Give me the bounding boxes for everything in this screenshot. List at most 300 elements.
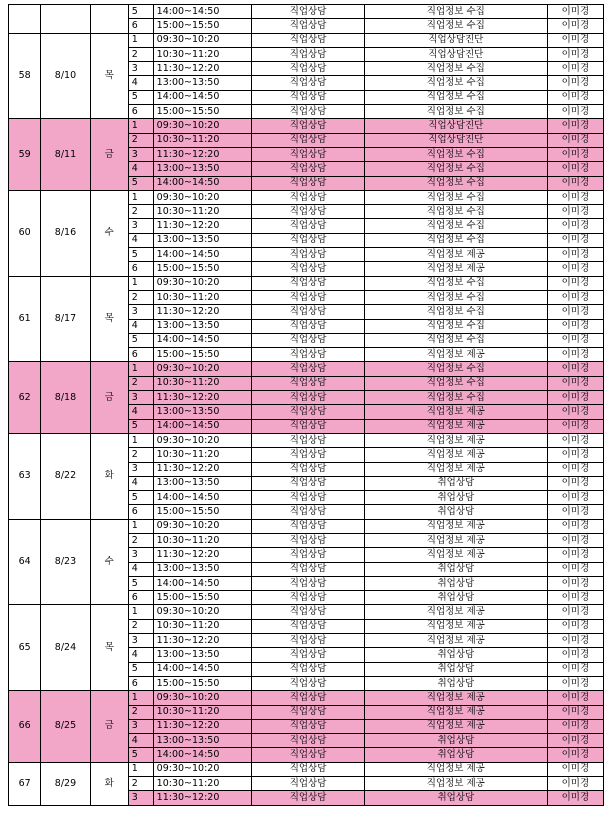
content-cell: 직업정보 수집 bbox=[364, 362, 547, 376]
counselor-cell: 이미경 bbox=[547, 448, 603, 462]
time-cell: 10:30~11:20 bbox=[153, 619, 252, 633]
session-number-cell: 63 bbox=[9, 433, 41, 519]
time-cell: 13:00~13:50 bbox=[153, 76, 252, 90]
counselor-cell: 이미경 bbox=[547, 190, 603, 204]
schedule-table bbox=[8, 4, 604, 806]
time-cell: 10:30~11:20 bbox=[153, 448, 252, 462]
table-row bbox=[9, 362, 604, 376]
content-cell: 직업정보 제공 bbox=[364, 448, 547, 462]
time-cell: 14:00~14:50 bbox=[153, 333, 252, 347]
type-cell: 직업상담 bbox=[252, 362, 365, 376]
sequence-cell: 3 bbox=[128, 634, 153, 648]
counselor-cell: 이미경 bbox=[547, 147, 603, 161]
time-cell: 09:30~10:20 bbox=[153, 362, 252, 376]
counselor-cell: 이미경 bbox=[547, 205, 603, 219]
time-cell: 14:00~14:50 bbox=[153, 576, 252, 590]
time-cell: 14:00~14:50 bbox=[153, 491, 252, 505]
date-cell: 8/22 bbox=[41, 433, 90, 519]
content-cell: 직업정보 수집 bbox=[364, 105, 547, 119]
counselor-cell: 이미경 bbox=[547, 619, 603, 633]
type-cell: 직업상담 bbox=[252, 333, 365, 347]
time-cell: 10:30~11:20 bbox=[153, 47, 252, 61]
sequence-cell: 6 bbox=[128, 591, 153, 605]
sequence-cell: 1 bbox=[128, 33, 153, 47]
content-cell: 취업상담 bbox=[364, 662, 547, 676]
time-cell: 10:30~11:20 bbox=[153, 133, 252, 147]
counselor-cell: 이미경 bbox=[547, 391, 603, 405]
type-cell: 직업상담 bbox=[252, 476, 365, 490]
time-cell: 13:00~13:50 bbox=[153, 405, 252, 419]
time-cell: 14:00~14:50 bbox=[153, 248, 252, 262]
type-cell: 직업상담 bbox=[252, 33, 365, 47]
session-number-cell: 64 bbox=[9, 519, 41, 605]
type-cell: 직업상담 bbox=[252, 348, 365, 362]
content-cell: 직업정보 제공 bbox=[364, 691, 547, 705]
sequence-cell: 4 bbox=[128, 734, 153, 748]
sequence-cell: 5 bbox=[128, 419, 153, 433]
sequence-cell: 3 bbox=[128, 147, 153, 161]
content-cell: 직업상담진단 bbox=[364, 47, 547, 61]
counselor-cell: 이미경 bbox=[547, 705, 603, 719]
content-cell: 직업정보 제공 bbox=[364, 248, 547, 262]
content-cell: 직업정보 제공 bbox=[364, 762, 547, 776]
sequence-cell: 6 bbox=[128, 105, 153, 119]
sequence-cell: 3 bbox=[128, 219, 153, 233]
sequence-cell: 1 bbox=[128, 362, 153, 376]
weekday-cell: 화 bbox=[90, 433, 128, 519]
type-cell: 직업상담 bbox=[252, 119, 365, 133]
table-row bbox=[9, 276, 604, 290]
sequence-cell: 1 bbox=[128, 276, 153, 290]
sequence-cell: 5 bbox=[128, 90, 153, 104]
time-cell: 15:00~15:50 bbox=[153, 105, 252, 119]
time-cell: 14:00~14:50 bbox=[153, 90, 252, 104]
counselor-cell: 이미경 bbox=[547, 362, 603, 376]
type-cell: 직업상담 bbox=[252, 162, 365, 176]
type-cell: 직업상담 bbox=[252, 634, 365, 648]
date-cell: 8/18 bbox=[41, 362, 90, 433]
time-cell: 15:00~15:50 bbox=[153, 676, 252, 690]
content-cell: 직업정보 제공 bbox=[364, 548, 547, 562]
time-cell: 09:30~10:20 bbox=[153, 33, 252, 47]
counselor-cell: 이미경 bbox=[547, 605, 603, 619]
schedule-table-body bbox=[9, 5, 604, 806]
type-cell: 직업상담 bbox=[252, 648, 365, 662]
type-cell: 직업상담 bbox=[252, 662, 365, 676]
table-row bbox=[9, 691, 604, 705]
type-cell: 직업상담 bbox=[252, 548, 365, 562]
type-cell: 직업상담 bbox=[252, 276, 365, 290]
type-cell: 직업상담 bbox=[252, 734, 365, 748]
sequence-cell: 3 bbox=[128, 62, 153, 76]
table-row bbox=[9, 33, 604, 47]
sequence-cell: 4 bbox=[128, 76, 153, 90]
sequence-cell: 2 bbox=[128, 47, 153, 61]
counselor-cell: 이미경 bbox=[547, 5, 603, 19]
weekday-cell: 화 bbox=[90, 762, 128, 805]
content-cell: 직업정보 제공 bbox=[364, 777, 547, 791]
content-cell: 직업정보 수집 bbox=[364, 205, 547, 219]
sequence-cell: 6 bbox=[128, 676, 153, 690]
type-cell: 직업상담 bbox=[252, 777, 365, 791]
counselor-cell: 이미경 bbox=[547, 90, 603, 104]
sequence-cell: 1 bbox=[128, 762, 153, 776]
type-cell: 직업상담 bbox=[252, 762, 365, 776]
sequence-cell: 2 bbox=[128, 533, 153, 547]
date-cell: 8/24 bbox=[41, 605, 90, 691]
table-row bbox=[9, 762, 604, 776]
content-cell: 직업정보 수집 bbox=[364, 62, 547, 76]
content-cell: 직업정보 수집 bbox=[364, 333, 547, 347]
time-cell: 14:00~14:50 bbox=[153, 662, 252, 676]
counselor-cell: 이미경 bbox=[547, 576, 603, 590]
counselor-cell: 이미경 bbox=[547, 548, 603, 562]
time-cell: 11:30~12:20 bbox=[153, 548, 252, 562]
type-cell: 직업상담 bbox=[252, 591, 365, 605]
counselor-cell: 이미경 bbox=[547, 719, 603, 733]
counselor-cell: 이미경 bbox=[547, 676, 603, 690]
type-cell: 직업상담 bbox=[252, 391, 365, 405]
counselor-cell: 이미경 bbox=[547, 133, 603, 147]
type-cell: 직업상담 bbox=[252, 491, 365, 505]
content-cell: 직업정보 제공 bbox=[364, 462, 547, 476]
sequence-cell: 3 bbox=[128, 719, 153, 733]
content-cell: 직업상담진단 bbox=[364, 133, 547, 147]
time-cell: 13:00~13:50 bbox=[153, 319, 252, 333]
time-cell: 13:00~13:50 bbox=[153, 648, 252, 662]
counselor-cell: 이미경 bbox=[547, 219, 603, 233]
time-cell: 15:00~15:50 bbox=[153, 19, 252, 33]
time-cell: 13:00~13:50 bbox=[153, 476, 252, 490]
session-number-cell: 62 bbox=[9, 362, 41, 433]
sequence-cell: 5 bbox=[128, 748, 153, 762]
time-cell: 13:00~13:50 bbox=[153, 162, 252, 176]
sequence-cell: 2 bbox=[128, 448, 153, 462]
counselor-cell: 이미경 bbox=[547, 405, 603, 419]
table-row bbox=[9, 605, 604, 619]
session-number-cell: 60 bbox=[9, 190, 41, 276]
counselor-cell: 이미경 bbox=[547, 505, 603, 519]
content-cell: 취업상담 bbox=[364, 576, 547, 590]
type-cell: 직업상담 bbox=[252, 5, 365, 19]
sequence-cell: 2 bbox=[128, 290, 153, 304]
content-cell: 취업상담 bbox=[364, 648, 547, 662]
content-cell: 직업정보 수집 bbox=[364, 162, 547, 176]
content-cell: 직업정보 제공 bbox=[364, 348, 547, 362]
content-cell: 직업정보 제공 bbox=[364, 419, 547, 433]
time-cell: 11:30~12:20 bbox=[153, 305, 252, 319]
sequence-cell: 1 bbox=[128, 605, 153, 619]
sequence-cell: 1 bbox=[128, 190, 153, 204]
counselor-cell: 이미경 bbox=[547, 76, 603, 90]
type-cell: 직업상담 bbox=[252, 62, 365, 76]
sequence-cell: 2 bbox=[128, 619, 153, 633]
sequence-cell: 5 bbox=[128, 576, 153, 590]
counselor-cell: 이미경 bbox=[547, 376, 603, 390]
table-row bbox=[9, 433, 604, 447]
type-cell: 직업상담 bbox=[252, 448, 365, 462]
sequence-cell: 4 bbox=[128, 162, 153, 176]
time-cell: 10:30~11:20 bbox=[153, 705, 252, 719]
weekday-cell: 금 bbox=[90, 119, 128, 190]
weekday-cell: 목 bbox=[90, 276, 128, 362]
content-cell: 직업정보 제공 bbox=[364, 634, 547, 648]
sequence-cell: 1 bbox=[128, 119, 153, 133]
time-cell: 09:30~10:20 bbox=[153, 276, 252, 290]
type-cell: 직업상담 bbox=[252, 462, 365, 476]
content-cell: 취업상담 bbox=[364, 748, 547, 762]
time-cell: 10:30~11:20 bbox=[153, 290, 252, 304]
type-cell: 직업상담 bbox=[252, 233, 365, 247]
sequence-cell: 4 bbox=[128, 476, 153, 490]
time-cell: 09:30~10:20 bbox=[153, 433, 252, 447]
counselor-cell: 이미경 bbox=[547, 19, 603, 33]
type-cell: 직업상담 bbox=[252, 376, 365, 390]
weekday-cell: 금 bbox=[90, 362, 128, 433]
content-cell: 취업상담 bbox=[364, 562, 547, 576]
sequence-cell: 4 bbox=[128, 233, 153, 247]
type-cell: 직업상담 bbox=[252, 405, 365, 419]
counselor-cell: 이미경 bbox=[547, 419, 603, 433]
content-cell: 직업정보 수집 bbox=[364, 147, 547, 161]
date-cell: 8/29 bbox=[41, 762, 90, 805]
session-number-cell: 66 bbox=[9, 691, 41, 762]
time-cell: 13:00~13:50 bbox=[153, 562, 252, 576]
time-cell: 14:00~14:50 bbox=[153, 176, 252, 190]
time-cell: 11:30~12:20 bbox=[153, 219, 252, 233]
type-cell: 직업상담 bbox=[252, 248, 365, 262]
weekday-cell: 목 bbox=[90, 33, 128, 119]
counselor-cell: 이미경 bbox=[547, 462, 603, 476]
type-cell: 직업상담 bbox=[252, 748, 365, 762]
sequence-cell: 6 bbox=[128, 262, 153, 276]
content-cell: 직업정보 제공 bbox=[364, 405, 547, 419]
weekday-cell: 수 bbox=[90, 190, 128, 276]
date-cell: 8/11 bbox=[41, 119, 90, 190]
time-cell: 11:30~12:20 bbox=[153, 147, 252, 161]
type-cell: 직업상담 bbox=[252, 791, 365, 805]
content-cell: 직업정보 제공 bbox=[364, 719, 547, 733]
content-cell: 직업정보 수집 bbox=[364, 90, 547, 104]
content-cell: 취업상담 bbox=[364, 734, 547, 748]
date-cell: 8/10 bbox=[41, 33, 90, 119]
counselor-cell: 이미경 bbox=[547, 491, 603, 505]
counselor-cell: 이미경 bbox=[547, 105, 603, 119]
sequence-cell: 6 bbox=[128, 348, 153, 362]
counselor-cell: 이미경 bbox=[547, 305, 603, 319]
time-cell: 11:30~12:20 bbox=[153, 791, 252, 805]
content-cell: 취업상담 bbox=[364, 791, 547, 805]
time-cell: 09:30~10:20 bbox=[153, 605, 252, 619]
time-cell: 09:30~10:20 bbox=[153, 519, 252, 533]
type-cell: 직업상담 bbox=[252, 433, 365, 447]
time-cell: 09:30~10:20 bbox=[153, 190, 252, 204]
date-cell: 8/23 bbox=[41, 519, 90, 605]
sequence-cell: 5 bbox=[128, 662, 153, 676]
table-row bbox=[9, 519, 604, 533]
weekday-cell bbox=[90, 5, 128, 34]
content-cell: 직업정보 제공 bbox=[364, 433, 547, 447]
session-number-cell: 65 bbox=[9, 605, 41, 691]
content-cell: 직업정보 수집 bbox=[364, 391, 547, 405]
counselor-cell: 이미경 bbox=[547, 162, 603, 176]
content-cell: 직업정보 수집 bbox=[364, 5, 547, 19]
type-cell: 직업상담 bbox=[252, 133, 365, 147]
content-cell: 직업정보 제공 bbox=[364, 519, 547, 533]
sequence-cell: 6 bbox=[128, 19, 153, 33]
content-cell: 직업정보 수집 bbox=[364, 219, 547, 233]
date-cell: 8/17 bbox=[41, 276, 90, 362]
time-cell: 15:00~15:50 bbox=[153, 591, 252, 605]
type-cell: 직업상담 bbox=[252, 562, 365, 576]
counselor-cell: 이미경 bbox=[547, 62, 603, 76]
counselor-cell: 이미경 bbox=[547, 119, 603, 133]
counselor-cell: 이미경 bbox=[547, 262, 603, 276]
counselor-cell: 이미경 bbox=[547, 47, 603, 61]
counselor-cell: 이미경 bbox=[547, 562, 603, 576]
sequence-cell: 6 bbox=[128, 505, 153, 519]
type-cell: 직업상담 bbox=[252, 205, 365, 219]
counselor-cell: 이미경 bbox=[547, 691, 603, 705]
counselor-cell: 이미경 bbox=[547, 591, 603, 605]
type-cell: 직업상담 bbox=[252, 305, 365, 319]
sequence-cell: 1 bbox=[128, 519, 153, 533]
counselor-cell: 이미경 bbox=[547, 290, 603, 304]
sequence-cell: 4 bbox=[128, 562, 153, 576]
time-cell: 10:30~11:20 bbox=[153, 533, 252, 547]
type-cell: 직업상담 bbox=[252, 419, 365, 433]
content-cell: 직업상담진단 bbox=[364, 33, 547, 47]
content-cell: 직업정보 제공 bbox=[364, 619, 547, 633]
sequence-cell: 1 bbox=[128, 691, 153, 705]
sequence-cell: 4 bbox=[128, 405, 153, 419]
session-number-cell bbox=[9, 5, 41, 34]
date-cell bbox=[41, 5, 90, 34]
sequence-cell: 4 bbox=[128, 319, 153, 333]
counselor-cell: 이미경 bbox=[547, 33, 603, 47]
time-cell: 11:30~12:20 bbox=[153, 462, 252, 476]
type-cell: 직업상담 bbox=[252, 605, 365, 619]
time-cell: 10:30~11:20 bbox=[153, 376, 252, 390]
counselor-cell: 이미경 bbox=[547, 433, 603, 447]
sequence-cell: 4 bbox=[128, 648, 153, 662]
time-cell: 10:30~11:20 bbox=[153, 777, 252, 791]
type-cell: 직업상담 bbox=[252, 90, 365, 104]
type-cell: 직업상담 bbox=[252, 619, 365, 633]
type-cell: 직업상담 bbox=[252, 105, 365, 119]
content-cell: 취업상담 bbox=[364, 505, 547, 519]
time-cell: 10:30~11:20 bbox=[153, 205, 252, 219]
counselor-cell: 이미경 bbox=[547, 634, 603, 648]
content-cell: 직업정보 수집 bbox=[364, 319, 547, 333]
sequence-cell: 2 bbox=[128, 133, 153, 147]
date-cell: 8/25 bbox=[41, 691, 90, 762]
time-cell: 14:00~14:50 bbox=[153, 419, 252, 433]
counselor-cell: 이미경 bbox=[547, 319, 603, 333]
counselor-cell: 이미경 bbox=[547, 734, 603, 748]
type-cell: 직업상담 bbox=[252, 676, 365, 690]
content-cell: 직업정보 수집 bbox=[364, 176, 547, 190]
content-cell: 직업정보 제공 bbox=[364, 605, 547, 619]
content-cell: 취업상담 bbox=[364, 476, 547, 490]
weekday-cell: 금 bbox=[90, 691, 128, 762]
content-cell: 직업정보 제공 bbox=[364, 262, 547, 276]
content-cell: 직업정보 수집 bbox=[364, 76, 547, 90]
content-cell: 취업상담 bbox=[364, 676, 547, 690]
session-number-cell: 58 bbox=[9, 33, 41, 119]
content-cell: 직업정보 수집 bbox=[364, 290, 547, 304]
session-number-cell: 61 bbox=[9, 276, 41, 362]
content-cell: 직업정보 수집 bbox=[364, 19, 547, 33]
type-cell: 직업상담 bbox=[252, 533, 365, 547]
content-cell: 직업정보 제공 bbox=[364, 533, 547, 547]
content-cell: 직업정보 수집 bbox=[364, 190, 547, 204]
sequence-cell: 2 bbox=[128, 705, 153, 719]
content-cell: 직업정보 수집 bbox=[364, 305, 547, 319]
sequence-cell: 2 bbox=[128, 777, 153, 791]
counselor-cell: 이미경 bbox=[547, 791, 603, 805]
time-cell: 14:00~14:50 bbox=[153, 5, 252, 19]
content-cell: 취업상담 bbox=[364, 591, 547, 605]
type-cell: 직업상담 bbox=[252, 691, 365, 705]
type-cell: 직업상담 bbox=[252, 576, 365, 590]
counselor-cell: 이미경 bbox=[547, 476, 603, 490]
type-cell: 직업상담 bbox=[252, 719, 365, 733]
sequence-cell: 5 bbox=[128, 333, 153, 347]
weekday-cell: 수 bbox=[90, 519, 128, 605]
time-cell: 09:30~10:20 bbox=[153, 762, 252, 776]
date-cell: 8/16 bbox=[41, 190, 90, 276]
time-cell: 09:30~10:20 bbox=[153, 691, 252, 705]
time-cell: 14:00~14:50 bbox=[153, 748, 252, 762]
type-cell: 직업상담 bbox=[252, 519, 365, 533]
content-cell: 직업정보 수집 bbox=[364, 233, 547, 247]
type-cell: 직업상담 bbox=[252, 190, 365, 204]
content-cell: 취업상담 bbox=[364, 491, 547, 505]
type-cell: 직업상담 bbox=[252, 319, 365, 333]
sequence-cell: 5 bbox=[128, 491, 153, 505]
weekday-cell: 목 bbox=[90, 605, 128, 691]
counselor-cell: 이미경 bbox=[547, 348, 603, 362]
time-cell: 13:00~13:50 bbox=[153, 233, 252, 247]
sequence-cell: 3 bbox=[128, 791, 153, 805]
counselor-cell: 이미경 bbox=[547, 777, 603, 791]
type-cell: 직업상담 bbox=[252, 176, 365, 190]
counselor-cell: 이미경 bbox=[547, 176, 603, 190]
type-cell: 직업상담 bbox=[252, 76, 365, 90]
table-row bbox=[9, 119, 604, 133]
sequence-cell: 5 bbox=[128, 176, 153, 190]
sequence-cell: 2 bbox=[128, 376, 153, 390]
counselor-cell: 이미경 bbox=[547, 276, 603, 290]
counselor-cell: 이미경 bbox=[547, 519, 603, 533]
type-cell: 직업상담 bbox=[252, 505, 365, 519]
type-cell: 직업상담 bbox=[252, 147, 365, 161]
time-cell: 13:00~13:50 bbox=[153, 734, 252, 748]
sequence-cell: 5 bbox=[128, 248, 153, 262]
time-cell: 11:30~12:20 bbox=[153, 391, 252, 405]
counselor-cell: 이미경 bbox=[547, 748, 603, 762]
sequence-cell: 3 bbox=[128, 305, 153, 319]
counselor-cell: 이미경 bbox=[547, 248, 603, 262]
session-number-cell: 59 bbox=[9, 119, 41, 190]
time-cell: 11:30~12:20 bbox=[153, 719, 252, 733]
content-cell: 직업정보 제공 bbox=[364, 705, 547, 719]
type-cell: 직업상담 bbox=[252, 290, 365, 304]
time-cell: 15:00~15:50 bbox=[153, 348, 252, 362]
counselor-cell: 이미경 bbox=[547, 333, 603, 347]
type-cell: 직업상담 bbox=[252, 47, 365, 61]
